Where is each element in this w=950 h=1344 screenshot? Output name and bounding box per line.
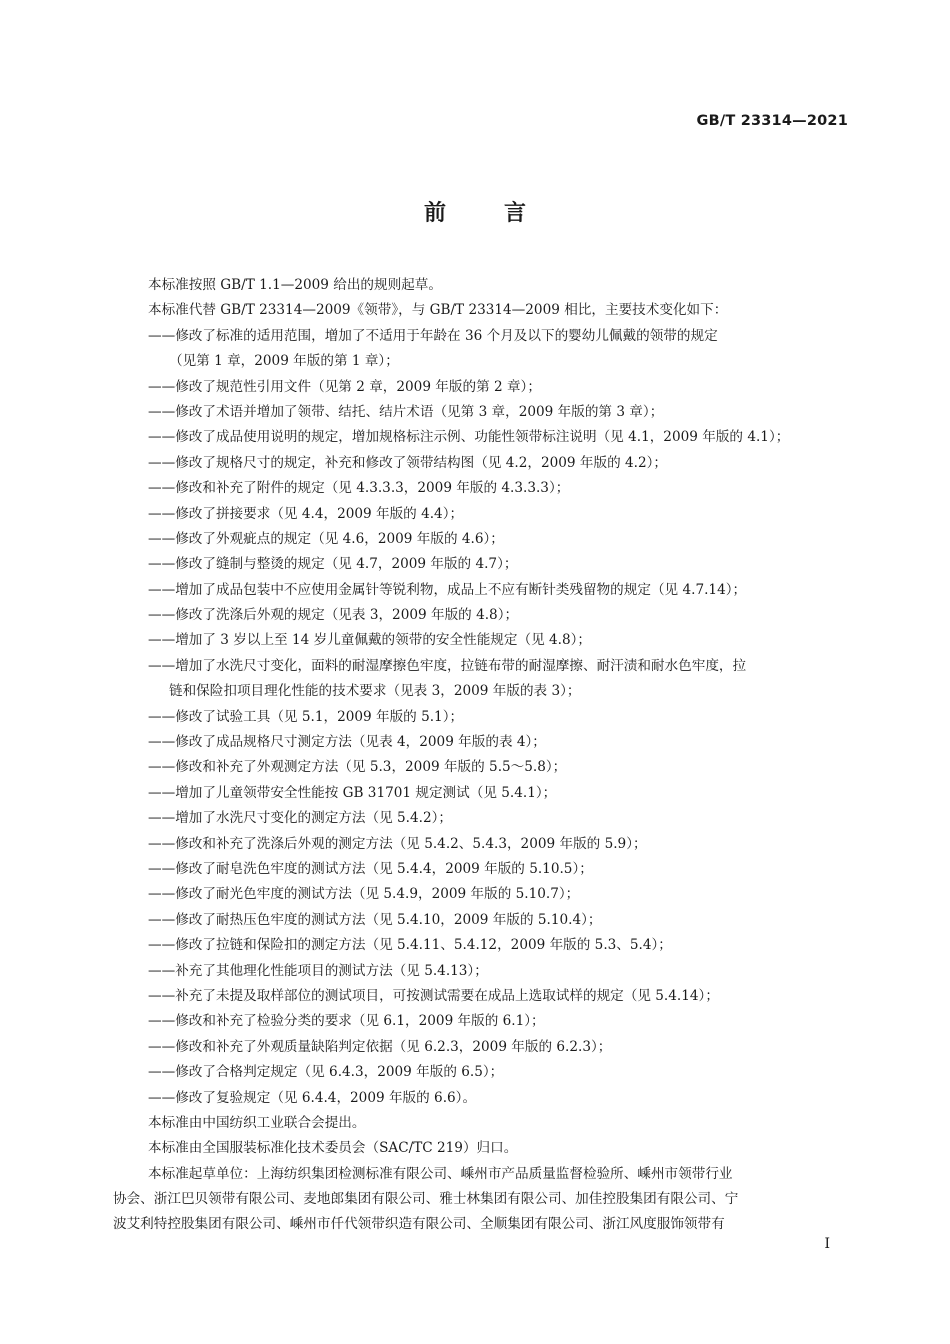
change-list-item: ——修改了术语并增加了领带、结托、结片术语（见第 3 章，2009 年版的第 3 章）； bbox=[148, 403, 664, 420]
paragraph: 本标准按照 GB/T 1.1—2009 给出的规则起草。 bbox=[148, 277, 442, 293]
change-list-item: ——增加了成品包装中不应使用金属针等锐利物，成品上不应有断针类残留物的规定（见 4.7.14）； bbox=[148, 581, 747, 598]
change-list-item: ——修改和补充了附件的规定（见 4.3.3.3，2009 年版的 4.3.3.3）； bbox=[148, 480, 570, 497]
change-list-item: ——修改了合格判定规定（见 6.4.3，2009 年版的 6.5）； bbox=[148, 1064, 504, 1081]
change-list-item: ——修改了洗涤后外观的规定（见表 3，2009 年版的 4.8）； bbox=[148, 607, 519, 624]
change-list-item: ——修改和补充了洗涤后外观的测定方法（见 5.4.2、5.4.3，2009 年版的 5.9）； bbox=[148, 835, 647, 852]
change-list-item: ——修改和补充了外观测定方法（见 5.3，2009 年版的 5.5～5.8）； bbox=[148, 759, 567, 776]
change-list-item: ——修改了试验工具（见 5.1，2009 年版的 5.1）； bbox=[148, 708, 464, 725]
change-list-item: ——修改了耐皂洗色牢度的测试方法（见 5.4.4，2009 年版的 5.10.5）； bbox=[148, 860, 593, 877]
paragraph: 本标准代替 GB/T 23314—2009《领带》，与 GB/T 23314—2009 相比，主要技术变化如下： bbox=[148, 302, 728, 319]
change-list-item: 链和保险扣项目理化性能的技术要求（见表 3，2009 年版的表 3）； bbox=[169, 683, 581, 700]
change-list-item: ——修改了耐光色牢度的测试方法（见 5.4.9，2009 年版的 5.10.7）； bbox=[148, 886, 580, 903]
change-list-item: ——增加了水洗尺寸变化的测定方法（见 5.4.2）； bbox=[148, 810, 452, 827]
change-list-item: ——修改了拉链和保险扣的测定方法（见 5.4.11、5.4.12，2009 年版的 5.3、5.4）； bbox=[148, 937, 672, 954]
paragraph: 本标准由中国纺织工业联合会提出。 bbox=[148, 1114, 366, 1131]
paragraph: 本标准起草单位：上海纺织集团检测标准有限公司、嵊州市产品质量监督检验所、嵊州市领带行业 bbox=[148, 1165, 733, 1182]
change-list-item: ——修改了成品使用说明的规定，增加规格标注示例、功能性领带标注说明（见 4.1，2009 年版的 4.1）； bbox=[148, 429, 790, 446]
change-list-item: ——修改了耐热压色牢度的测试方法（见 5.4.10，2009 年版的 5.10.4）； bbox=[148, 911, 602, 928]
change-list-item: ——修改了外观疵点的规定（见 4.6，2009 年版的 4.6）； bbox=[148, 530, 504, 547]
paragraph: 协会、浙江巴贝领带有限公司、麦地郎集团有限公司、雅士林集团有限公司、加佳控股集团有限公司、宁 bbox=[113, 1191, 739, 1208]
standard-number: GB/T 23314—2021 bbox=[696, 113, 848, 129]
paragraph: 本标准由全国服装标准化技术委员会（SAC/TC 219）归口。 bbox=[148, 1140, 518, 1157]
page-number: I bbox=[824, 1236, 830, 1252]
change-list-item: ——修改了标准的适用范围，增加了不适用于年龄在 36 个月及以下的婴幼儿佩戴的领带的规定 bbox=[148, 327, 718, 344]
change-list-item: ——增加了 3 岁以上至 14 岁儿童佩戴的领带的安全性能规定（见 4.8）； bbox=[148, 632, 591, 649]
change-list-item: ——修改了规格尺寸的规定，补充和修改了领带结构图（见 4.2，2009 年版的 4.2）； bbox=[148, 454, 667, 471]
document-body bbox=[113, 273, 853, 1238]
change-list-item: ——补充了其他理化性能项目的测试方法（见 5.4.13）； bbox=[148, 962, 488, 979]
paragraph: 波艾利特控股集团有限公司、嵊州市仟代领带织造有限公司、全顺集团有限公司、浙江风度服饰领带有 bbox=[113, 1216, 725, 1233]
change-list-item: ——增加了儿童领带安全性能按 GB 31701 规定测试（见 5.4.1）； bbox=[148, 784, 557, 801]
change-list-item: ——修改和补充了检验分类的要求（见 6.1，2009 年版的 6.1）； bbox=[148, 1013, 545, 1030]
change-list-item: （见第 1 章，2009 年版的第 1 章）； bbox=[169, 353, 399, 370]
change-list-item: ——修改了拼接要求（见 4.4，2009 年版的 4.4）； bbox=[148, 505, 464, 522]
change-list-item: ——修改了复验规定（见 6.4.4，2009 年版的 6.6）。 bbox=[148, 1089, 477, 1106]
change-list-item: ——修改和补充了外观质量缺陷判定依据（见 6.2.3，2009 年版的 6.2.3）； bbox=[148, 1038, 612, 1055]
change-list-item: ——修改了规范性引用文件（见第 2 章，2009 年版的第 2 章）； bbox=[148, 378, 541, 395]
change-list-item: ——增加了水洗尺寸变化，面料的耐湿摩擦色牢度，拉链布带的耐湿摩擦、耐汗渍和耐水色牢度，拉 bbox=[148, 657, 747, 674]
change-list-item: ——修改了成品规格尺寸测定方法（见表 4，2009 年版的表 4）； bbox=[148, 734, 546, 751]
change-list-item: ——补充了未提及取样部位的测试项目，可按测试需要在成品上选取试样的规定（见 5.4.14）； bbox=[148, 987, 719, 1004]
change-list-item: ——修改了缝制与整烫的规定（见 4.7，2009 年版的 4.7）； bbox=[148, 556, 518, 573]
page-title: 前言 bbox=[423, 201, 584, 226]
